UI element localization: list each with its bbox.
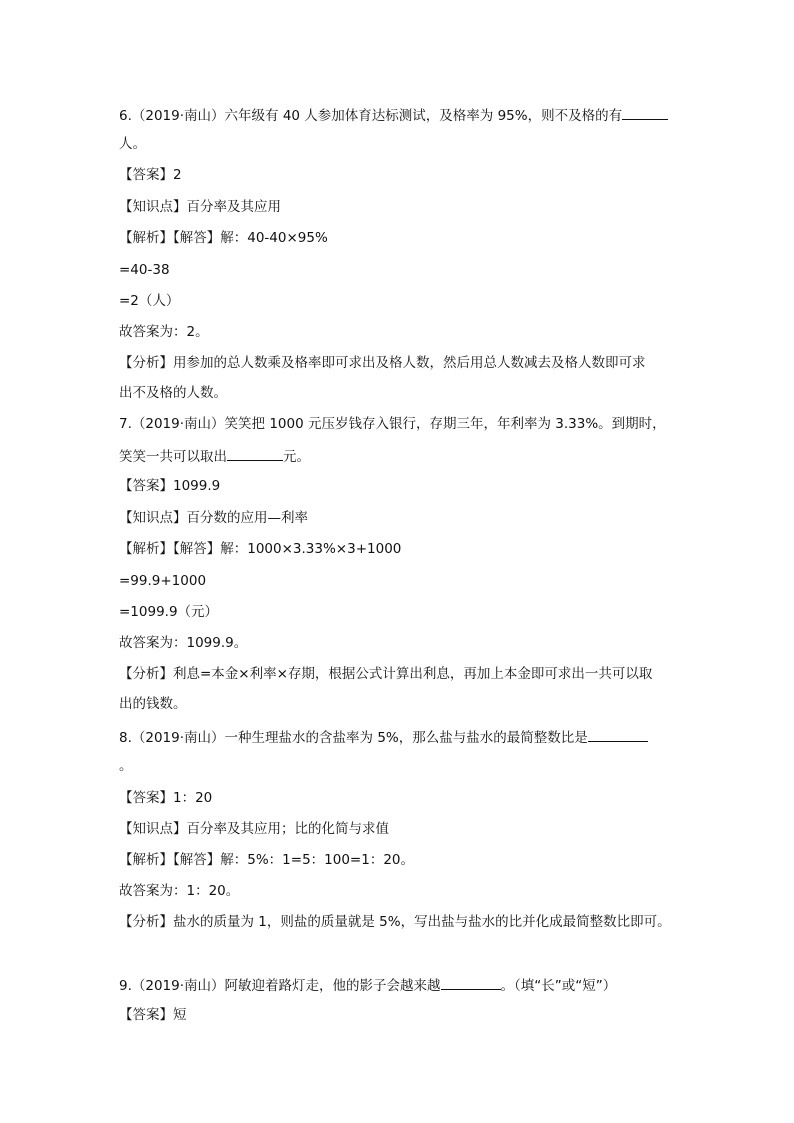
q6-step-2: =2（人） [119, 293, 180, 309]
q6-final-answer: 故答案为：2。 [119, 324, 209, 340]
q7-final-answer: 故答案为：1099.9。 [119, 635, 248, 651]
q6-answer: 【答案】2 [119, 167, 182, 183]
q7-stem-unit: 元。 [283, 449, 310, 465]
q8-stem [119, 727, 648, 747]
q9-stem-hint: 。（填“长”或“短”） [500, 978, 617, 994]
q8-solution: 【解析】【解答】解：5%：1=5：100=1：20。 [119, 852, 415, 868]
q7-answer-blank [227, 446, 283, 461]
q6-answer-blank [622, 105, 668, 120]
q7-stem-cont [119, 446, 310, 466]
q7-stem-text: 笑笑一共可以取出 [119, 449, 227, 465]
q6-knowledge: 【知识点】百分率及其应用 [119, 199, 281, 215]
q7-stem: 7.（2019·南山）笑笑把 1000 元压岁钱存入银行，存期三年，年利率为 3.33%。到期时， [119, 416, 666, 432]
q7-step-2: =1099.9（元） [119, 604, 219, 620]
q6-step-1: =40-38 [119, 262, 170, 278]
q6-stem-cont: 人。 [119, 136, 146, 152]
q7-analysis-cont: 出的钱数。 [119, 696, 187, 712]
q6-solution: 【解析】【解答】解：40-40×95% [119, 230, 328, 246]
q9-stem [119, 975, 616, 995]
q8-stem-cont: 。 [119, 758, 133, 774]
q8-answer: 【答案】1：20 [119, 790, 213, 806]
q7-analysis: 【分析】利息=本金×利率×存期，根据公式计算出利息，再加上本金即可求出一共可以取 [119, 666, 653, 682]
q8-knowledge: 【知识点】百分率及其应用；比的化简与求值 [119, 821, 389, 837]
q8-final-answer: 故答案为：1：20。 [119, 883, 240, 899]
q7-knowledge: 【知识点】百分数的应用—利率 [119, 510, 308, 526]
q8-analysis: 【分析】盐水的质量为 1，则盐的质量就是 5%，写出盐与盐水的比并化成最简整数比即可。 [119, 914, 671, 930]
q7-solution: 【解析】【解答】解：1000×3.33%×3+1000 [119, 541, 402, 557]
q6-stem-text: 6.（2019·南山）六年级有 40 人参加体育达标测试，及格率为 95%，则不及格的有 [119, 108, 623, 124]
q8-answer-blank [588, 727, 648, 742]
q9-answer: 【答案】短 [119, 1007, 187, 1023]
q6-analysis: 【分析】用参加的总人数乘及格率即可求出及格人数，然后用总人数减去及格人数即可求 [119, 355, 646, 371]
q6-analysis-cont: 出不及格的人数。 [119, 385, 227, 401]
q9-stem-text: 9.（2019·南山）阿敏迎着路灯走，他的影子会越来越 [119, 978, 441, 994]
q6-stem [119, 105, 668, 125]
q7-step-1: =99.9+1000 [119, 573, 207, 589]
q7-answer: 【答案】1099.9 [119, 478, 221, 494]
q8-stem-text: 8.（2019·南山）一种生理盐水的含盐率为 5%，那么盐与盐水的最简整数比是 [119, 730, 588, 746]
q9-answer-blank [441, 975, 501, 990]
